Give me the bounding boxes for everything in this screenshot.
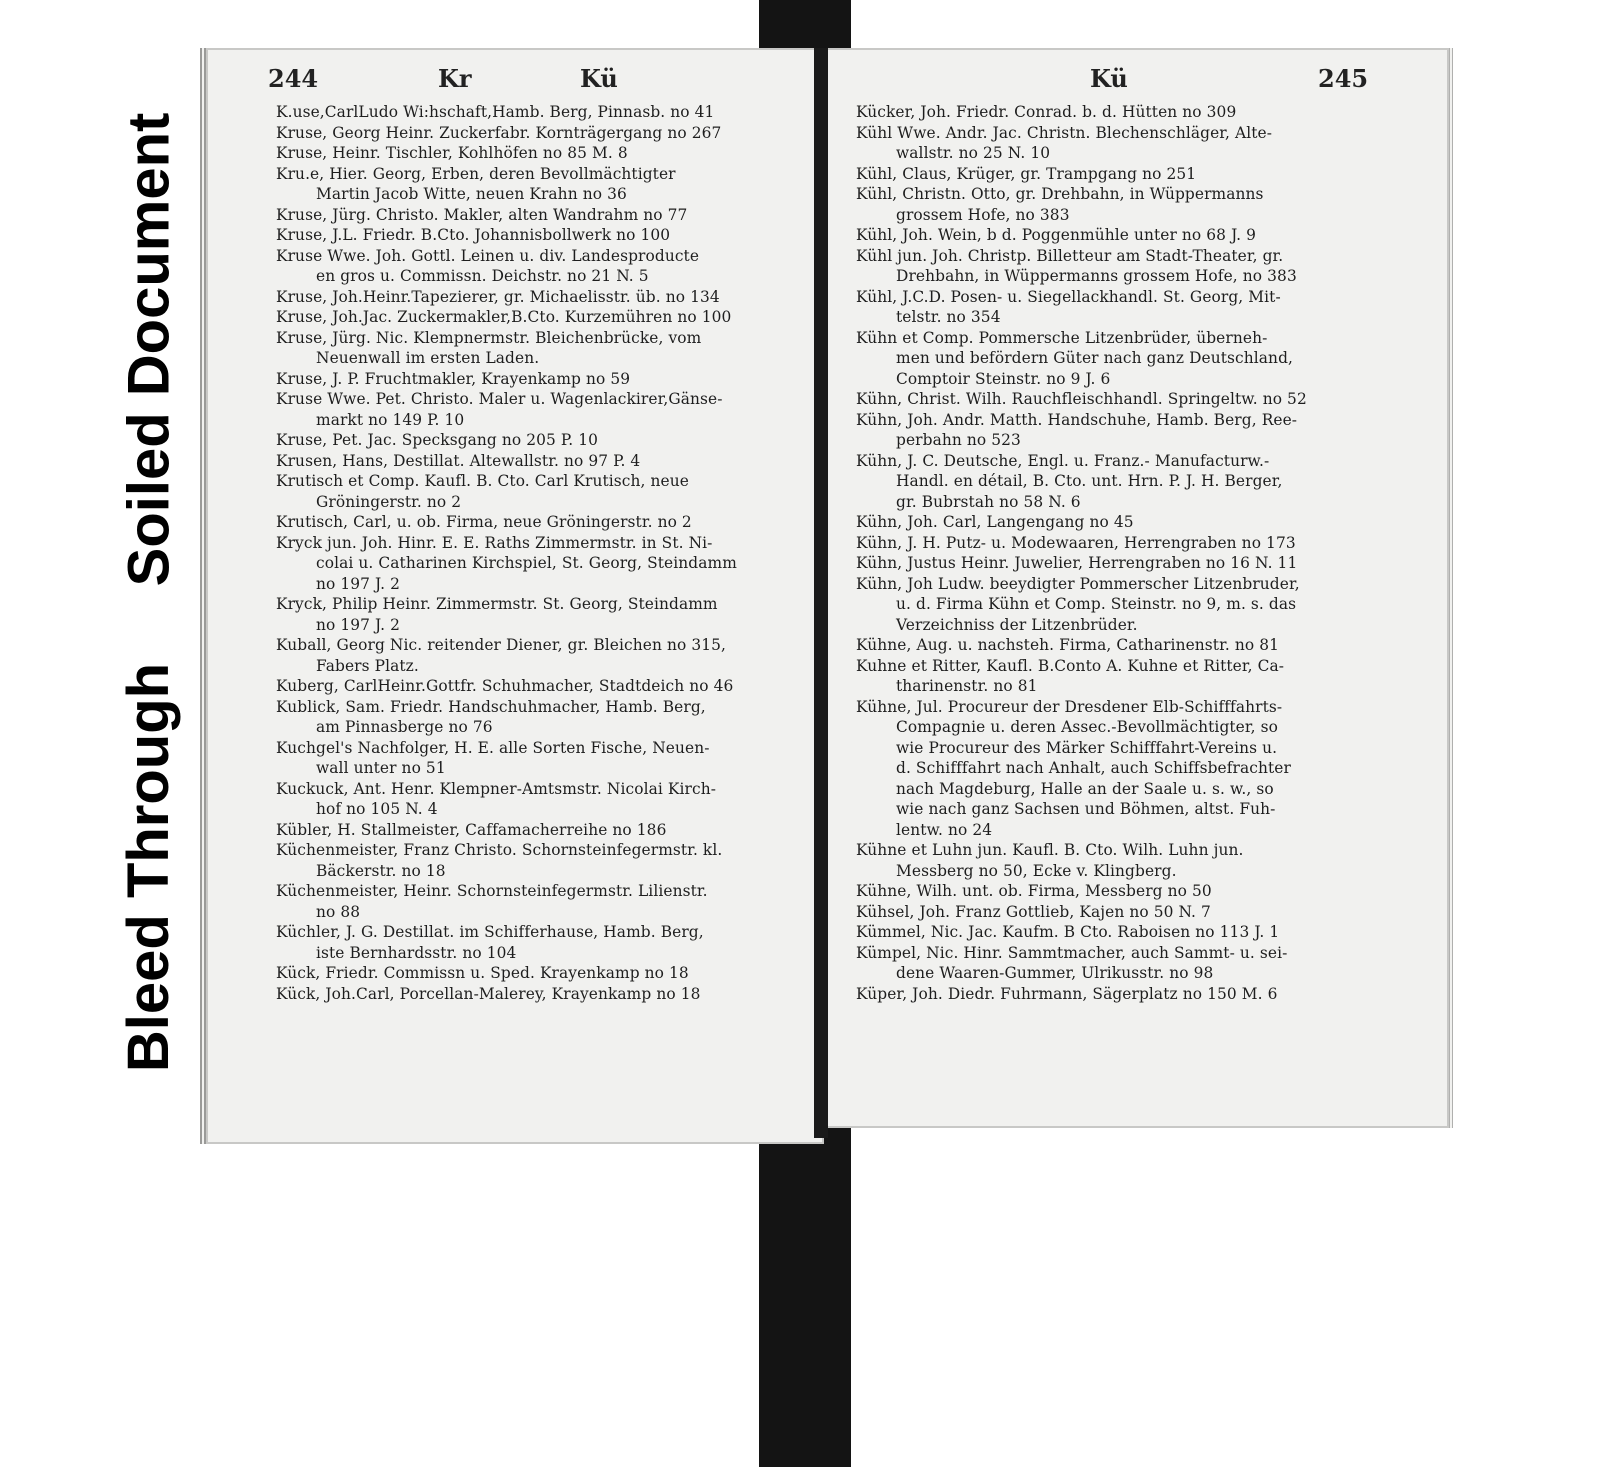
directory-line: grossem Hofe, no 383 <box>896 205 1070 224</box>
directory-line: Küchler, J. G. Destillat. im Schifferhause, Hamb. Berg, <box>276 923 704 941</box>
directory-line: Krusen, Hans, Destillat. Altewallstr. no 97 P. 4 <box>276 451 641 470</box>
directory-line: gr. Bubrstah no 58 N. 6 <box>896 492 1081 511</box>
directory-line: no 88 <box>316 902 361 921</box>
directory-line: Handl. en détail, B. Cto. unt. Hrn. P. J. H. Berger, <box>896 472 1283 490</box>
directory-line: Kübler, H. Stallmeister, Caffamacherreihe no 186 <box>276 820 667 839</box>
directory-line: no 197 J. 2 <box>316 615 400 634</box>
directory-line: Kühl, Joh. Wein, b d. Poggenmühle unter no 68 J. 9 <box>856 226 1257 244</box>
directory-line: Küper, Joh. Diedr. Fuhrmann, Sägerplatz no 150 M. 6 <box>856 984 1278 1003</box>
directory-line: en gros u. Commissn. Deichstr. no 21 N. 5 <box>316 267 649 285</box>
directory-line: wie nach ganz Sachsen und Böhmen, altst. Fuh- <box>896 800 1276 818</box>
directory-line: Kühl, Claus, Krüger, gr. Trampgang no 251 <box>856 164 1197 183</box>
directory-line: Kublick, Sam. Friedr. Handschuhmacher, Hamb. Berg, <box>276 697 706 716</box>
directory-line: Drehbahn, in Wüppermanns grossem Hofe, no 383 <box>896 267 1297 285</box>
left-head-right: Kü <box>580 64 618 93</box>
directory-line: Martin Jacob Witte, neuen Krahn no 36 <box>316 185 627 203</box>
directory-line: Kühn, Justus Heinr. Juwelier, Herrengraben no 16 N. 11 <box>856 554 1298 572</box>
directory-line: Kühl jun. Joh. Christp. Billetteur am Stadt-Theater, gr. <box>856 246 1284 265</box>
directory-line: Kühne, Jul. Procureur der Dresdener Elb-Schifffahrts- <box>856 697 1283 716</box>
directory-line: Kryck, Philip Heinr. Zimmermstr. St. Georg, Steindamm <box>276 595 718 613</box>
directory-line: Kruse, Joh.Heinr.Tapezierer, gr. Michaelisstr. üb. no 134 <box>276 287 720 306</box>
directory-line: wall unter no 51 <box>316 759 446 777</box>
directory-line: Kru.e, Hier. Georg, Erben, deren Bevollmächtigter <box>276 164 676 183</box>
directory-line: Kühn et Comp. Pommersche Litzenbrüder, überneh- <box>856 328 1268 347</box>
left-head-left: Kr <box>438 64 472 93</box>
directory-line: Kruse, Pet. Jac. Specksgang no 205 P. 10 <box>276 431 599 449</box>
right-entries <box>856 102 1366 1004</box>
directory-line: Kück, Friedr. Commissn u. Sped. Krayenkamp no 18 <box>276 964 689 982</box>
directory-line: Kühl, J.C.D. Posen- u. Siegellackhandl. St. Georg, Mit- <box>856 287 1281 306</box>
directory-line: Kruse Wwe. Pet. Christo. Maler u. Wagenlackirer,Gänse- <box>276 390 723 408</box>
directory-line: Krutisch et Comp. Kaufl. B. Cto. Carl Krutisch, neue <box>276 472 689 490</box>
directory-line: Kruse, Jürg. Christo. Makler, alten Wandrahm no 77 <box>276 205 688 224</box>
directory-line: Kümmel, Nic. Jac. Kaufm. B Cto. Raboisen no 113 J. 1 <box>856 923 1280 941</box>
directory-line: lentw. no 24 <box>896 820 993 839</box>
right-page-number: 245 <box>1318 64 1369 93</box>
directory-line: wie Procureur des Märker Schifffahrt-Vereins u. <box>896 738 1278 757</box>
directory-line: Fabers Platz. <box>316 656 419 675</box>
binding-strip-bottom <box>759 1128 851 1467</box>
directory-line: Verzeichniss der Litzenbrüder. <box>896 615 1138 634</box>
left-entries <box>276 102 796 1004</box>
directory-line: Krutisch, Carl, u. ob. Firma, neue Gröningerstr. no 2 <box>276 513 692 531</box>
directory-line: Kruse, J.L. Friedr. B.Cto. Johannisbollwerk no 100 <box>276 226 671 244</box>
left-page-number: 244 <box>268 64 319 93</box>
directory-line: Kühn, J. C. Deutsche, Engl. u. Franz.- Manufacturw.- <box>856 451 1270 470</box>
directory-line: hof no 105 N. 4 <box>316 800 438 818</box>
directory-line: Kruse, Jürg. Nic. Klempnermstr. Bleichenbrücke, vom <box>276 328 702 347</box>
book-gutter <box>814 48 828 1138</box>
directory-line: Kühl, Christn. Otto, gr. Drehbahn, in Wüppermanns <box>856 185 1264 203</box>
directory-line: am Pinnasberge no 76 <box>316 718 493 736</box>
directory-line: Kühne, Aug. u. nachsteh. Firma, Catharinenstr. no 81 <box>856 636 1279 654</box>
directory-line: colai u. Catharinen Kirchspiel, St. Georg, Steindamm <box>316 554 737 572</box>
bleed-through-text: Bleed Through <box>116 662 182 1072</box>
directory-line: markt no 149 P. 10 <box>316 410 465 429</box>
soiled-document-label <box>110 88 188 610</box>
directory-line: Küchenmeister, Heinr. Schornsteinfegermstr. Lilienstr. <box>276 882 708 900</box>
directory-line: dene Waaren-Gummer, Ulrikusstr. no 98 <box>896 964 1214 982</box>
directory-line: Kümpel, Nic. Hinr. Sammtmacher, auch Sammt- u. sei- <box>856 943 1288 962</box>
directory-line: Kryck jun. Joh. Hinr. E. E. Raths Zimmermstr. in St. Ni- <box>276 533 713 552</box>
directory-line: Comptoir Steinstr. no 9 J. 6 <box>896 369 1111 388</box>
directory-line: wallstr. no 25 N. 10 <box>896 144 1051 162</box>
directory-line: Bäckerstr. no 18 <box>316 861 446 880</box>
directory-line: Kuckuck, Ant. Henr. Klempner-Amtsmstr. Nicolai Kirch- <box>276 779 717 798</box>
directory-line: Kuberg, CarlHeinr.Gottfr. Schuhmacher, Stadtdeich no 46 <box>276 677 734 695</box>
directory-line: no 197 J. 2 <box>316 574 400 593</box>
directory-line: Kuball, Georg Nic. reitender Diener, gr. Bleichen no 315, <box>276 636 726 654</box>
directory-line: d. Schifffahrt nach Anhalt, auch Schiffsbefrachter <box>896 759 1291 777</box>
directory-line: Kruse, Georg Heinr. Zuckerfabr. Kornträgergang no 267 <box>276 123 722 142</box>
directory-line: Kruse Wwe. Joh. Gottl. Leinen u. div. Landesproducte <box>276 246 700 265</box>
binding-strip-top <box>759 0 851 50</box>
soiled-document-text: Soiled Document <box>116 112 182 586</box>
directory-line: Kühn, J. H. Putz- u. Modewaaren, Herrengraben no 173 <box>856 533 1296 552</box>
directory-line: u. d. Firma Kühn et Comp. Steinstr. no 9, m. s. das <box>896 595 1297 613</box>
directory-line: Kuchgel's Nachfolger, H. E. alle Sorten Fische, Neuen- <box>276 738 710 757</box>
directory-line: Kühn, Joh Ludw. beeydigter Pommerscher Litzenbruder, <box>856 574 1300 593</box>
directory-line: Kühne, Wilh. unt. ob. Firma, Messberg no 50 <box>856 882 1212 900</box>
right-head: Kü <box>1090 64 1128 93</box>
directory-line: Kruse, J. P. Fruchtmakler, Krayenkamp no 59 <box>276 369 631 388</box>
directory-line: nach Magdeburg, Halle an der Saale u. s. w., so <box>896 779 1274 798</box>
directory-line: perbahn no 523 <box>896 431 1021 449</box>
directory-line: Kücker, Joh. Friedr. Conrad. b. d. Hütten no 309 <box>856 103 1237 121</box>
directory-line: Kruse, Joh.Jac. Zuckermakler,B.Cto. Kurzemühren no 100 <box>276 308 732 326</box>
directory-line: Kühl Wwe. Andr. Jac. Christn. Blechenschläger, Alte- <box>856 123 1273 142</box>
directory-line: Kühn, Joh. Carl, Langengang no 45 <box>856 513 1134 531</box>
directory-line: Kühn, Christ. Wilh. Rauchfleischhandl. Springeltw. no 52 <box>856 390 1307 408</box>
directory-line: Kruse, Heinr. Tischler, Kohlhöfen no 85 M. 8 <box>276 144 628 162</box>
directory-line: Compagnie u. deren Assec.-Bevollmächtigter, so <box>896 718 1278 736</box>
directory-line: tharinenstr. no 81 <box>896 677 1038 695</box>
directory-line: Kück, Joh.Carl, Porcellan-Malerey, Krayenkamp no 18 <box>276 984 701 1003</box>
directory-line: Gröningerstr. no 2 <box>316 492 462 511</box>
directory-line: Kuhne et Ritter, Kaufl. B.Conto A. Kuhne et Ritter, Ca- <box>856 656 1285 675</box>
directory-line: Kühne et Luhn jun. Kaufl. B. Cto. Wilh. Luhn jun. <box>856 841 1244 859</box>
directory-line: K.use,CarlLudo Wi:hschaft,Hamb. Berg, Pinnasb. no 41 <box>276 103 715 121</box>
directory-line: Kühsel, Joh. Franz Gottlieb, Kajen no 50 N. 7 <box>856 902 1211 921</box>
directory-line: men und befördern Güter nach ganz Deutschland, <box>896 349 1294 367</box>
directory-line: Küchenmeister, Franz Christo. Schornsteinfegermstr. kl. <box>276 841 723 859</box>
directory-line: iste Bernhardsstr. no 104 <box>316 943 517 962</box>
directory-line: telstr. no 354 <box>896 308 1001 326</box>
directory-line: Neuenwall im ersten Laden. <box>316 349 540 367</box>
directory-line: Messberg no 50, Ecke v. Klingberg. <box>896 861 1177 880</box>
directory-line: Kühn, Joh. Andr. Matth. Handschuhe, Hamb. Berg, Ree- <box>856 410 1298 429</box>
bleed-through-label <box>110 632 188 1102</box>
